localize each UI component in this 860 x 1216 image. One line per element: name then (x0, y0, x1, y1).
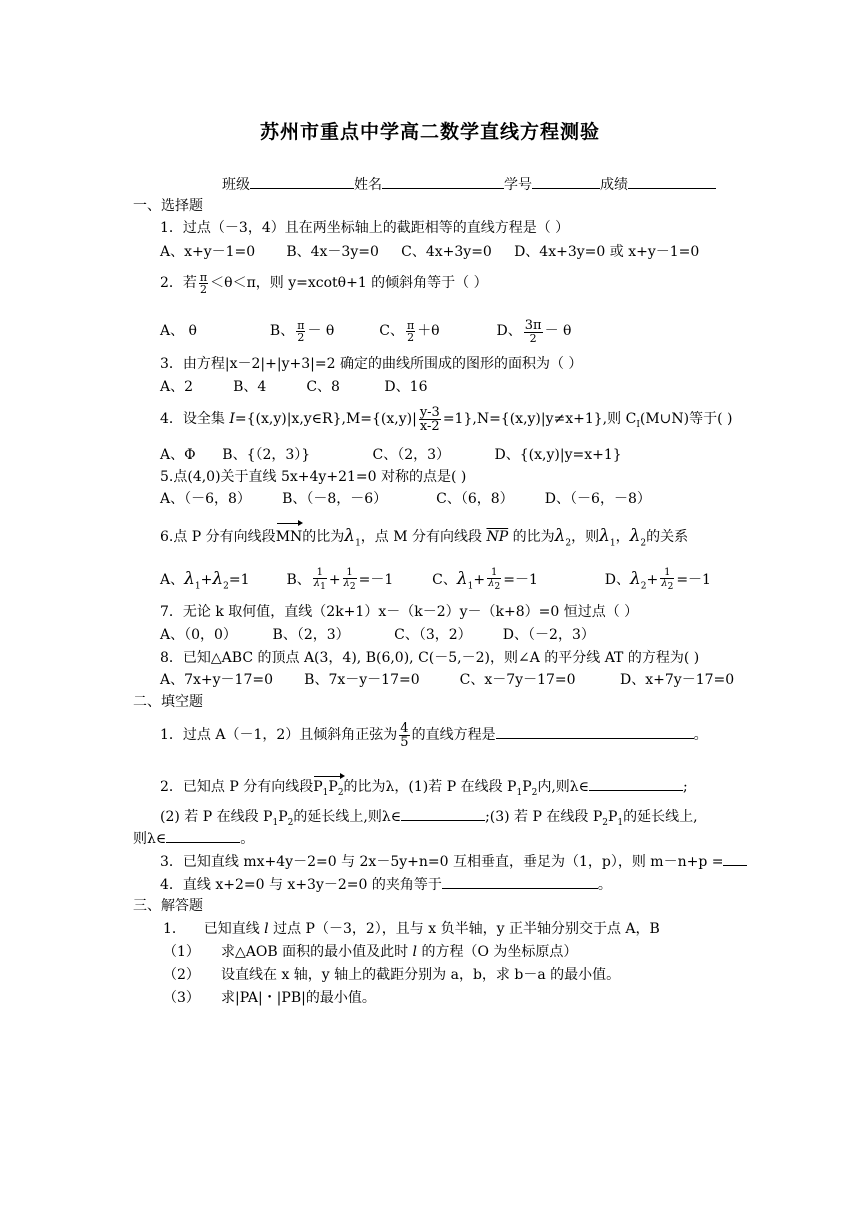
q3-stem: 3．由方程|x－2|+|y+3|=2 确定的曲线所围成的图形的面积为（ ） (160, 356, 583, 372)
q6-stem: 6.点 P 分有向线段MN的比为$\lambda_1$，点 M 分有向线段 $\overline{NP}$ 的比为$\lambda_2$，则$\lambda_1$，$\lambda_2$的关系 (160, 526, 689, 549)
q8-stem: 8．已知△ABC 的顶点 A(3，4), B(6,0), C(－5,－2)，则∠A 的平分线 AT 的方程为( ) (160, 650, 700, 666)
q6-options: A、$\lambda_1+\lambda_2=1$ B、 $\frac{1}{\lambda_1}$ + $\frac{1}{\lambda_2}$ =－1 C、$\lambda_1+$ $\frac{1}{\lambda_2}$ =－1 D、$\lambda_2+$ $\frac{1}{\lambda_2}$ =－1 (160, 567, 711, 592)
lambda-1: $\lambda_1$ (344, 526, 361, 549)
q2-option-a: A、 θ (160, 323, 197, 339)
class-label: 班级 (222, 177, 250, 193)
q4-fraction: $\frac{y-3}{x-2}$ (419, 404, 440, 434)
score-blank[interactable] (628, 175, 716, 189)
q2-b-frac: $\frac{\pi}{2}$ (297, 318, 305, 344)
score-label: 成绩 (600, 177, 628, 193)
class-blank[interactable] (250, 175, 354, 189)
q2-prefix: 2．若 (160, 275, 197, 291)
q5-stem: 5.点(4,0)关于直线 5x+4y+21=0 对称的点是( ) (160, 469, 467, 485)
f1-answer-blank[interactable] (496, 725, 694, 739)
f2-line2: (2) 若 P 在线段 $P_1P_2$的延长线上,则λ∈ ;(3) 若 P 在线段 $P_2P_1$的延长线上, (160, 809, 698, 828)
f3-stem: 3．已知直线 mx+4y－2=0 与 2x－5y+n=0 互相垂直，垂足为（1，p），则 m－n+p = (160, 852, 747, 871)
a1-part-3: （3） 求|PA|・|PB|的最小值。 (163, 990, 376, 1006)
section1-heading: 一、选择题 (133, 198, 203, 214)
a1-part-2: （2） 设直线在 x 轴，y 轴上的截距分别为 a，b，求 b－a 的最小值。 (163, 967, 621, 983)
q2-option-b: B、 (269, 323, 295, 339)
q2-option-d: D、 (496, 323, 522, 339)
q1-stem: 1．过点（－3，4）且在两坐标轴上的截距相等的直线方程是（ ） (160, 220, 570, 236)
q1-options: A、x+y－1=0 B、4x－3y=0 C、4x+3y=0 D、4x+3y=0 或 x+y－1=0 (160, 244, 700, 260)
q3-options: A、2 B、4 C、8 D、16 (160, 379, 428, 395)
q2-d-frac: $\frac{3\pi}{2}$ (524, 317, 542, 345)
f2-line3: 则λ∈ 。 (133, 831, 255, 847)
f2-stem: 2．已知点 P 分有向线段$P_1P_2$的比为λ，(1)若 P 在线段 $P_1P_2$内,则λ∈ ; (160, 777, 688, 802)
f4-answer-blank[interactable] (442, 875, 598, 889)
q2-fraction: $\frac{\pi}{2}$ (199, 270, 208, 296)
number-label: 学号 (504, 177, 532, 193)
exam-title: 苏州市重点中学高二数学直线方程测验 (259, 121, 600, 143)
q2-c-frac: $\frac{\pi}{2}$ (406, 318, 415, 344)
q4-options: A、Φ B、{（2，3）} C、（2，3） D、{(x,y)|y=x+1} (160, 447, 622, 463)
a1-stem: 1． 已知直线 l 过点 P（－3，2），且与 x 负半轴，y 正半轴分别交于点 A，B (163, 921, 660, 937)
q2-stem (160, 268, 488, 298)
q2-option-c: C、 (379, 323, 404, 339)
q6-option-b: B、 (286, 572, 311, 588)
q7-stem: 7．无论 k 取何值，直线（2k+1）x－（k－2）y－（k+8）=0 恒过点（ ） (160, 604, 639, 620)
f2-answer-blank-3[interactable] (166, 829, 240, 843)
q2-options: A、 θ B、 $\frac{\pi}{2}$ － θ C、 $\frac{\pi}{2}$ ＋θ D、 $\frac{3\pi}{2}$ － θ (160, 317, 572, 345)
a1-part-1: （1） 求△AOB 面积的最小值及此时 l 的方程（O 为坐标原点） (163, 944, 578, 960)
q6-option-d: D、 (604, 572, 630, 588)
name-blank[interactable] (382, 175, 504, 189)
q7-options: A、（0，0） B、（2，3） C、（3，2） D、（－2，3） (160, 627, 595, 643)
segment-np: $\overline{NP}$ (486, 529, 509, 545)
f2-answer-blank-1[interactable] (589, 777, 683, 791)
f2-answer-blank-2[interactable] (401, 807, 485, 821)
vector-p1p2: $P_1P_2$ (313, 778, 343, 802)
f1-stem: 1．过点 A（－1，2）且倾斜角正弦为 $\frac{4}{5}$ 的直线方程是 。 (160, 720, 708, 750)
q4-stem: 4．设全集 I={(x,y)|x,y∈R},M={(x,y)| $\frac{y-3}{x-2}$ =1},N={(x,y)|y≠x+1},则 $C_I(M\cup N)$等于( ) (160, 404, 733, 434)
q6-option-a: A、 (160, 572, 185, 588)
section2-heading: 二、填空题 (133, 694, 203, 710)
q2-mid: ＜θ＜π，则 y=xcotθ+1 的倾斜角等于（ ） (210, 275, 488, 291)
q6-option-c: C、 (432, 572, 457, 588)
number-blank[interactable] (532, 175, 600, 189)
q8-options: A、7x+y－17=0 B、7x－y－17=0 C、x－7y－17=0 D、x+7y－17=0 (160, 672, 735, 688)
name-label: 姓名 (354, 177, 382, 193)
vector-mn: MN (276, 525, 303, 549)
q5-options: A、（－6，8） B、（－8，－6） C、（6，8） D、（－6，－8） (160, 491, 651, 507)
section3-heading: 三、解答题 (133, 898, 203, 914)
student-info-line (222, 175, 716, 194)
f1-fraction: $\frac{4}{5}$ (400, 720, 409, 750)
f3-answer-blank[interactable] (723, 852, 747, 866)
f4-stem: 4．直线 x+2=0 与 x+3y－2=0 的夹角等于 。 (160, 877, 612, 893)
lambda-2: $\lambda_2$ (554, 526, 572, 549)
